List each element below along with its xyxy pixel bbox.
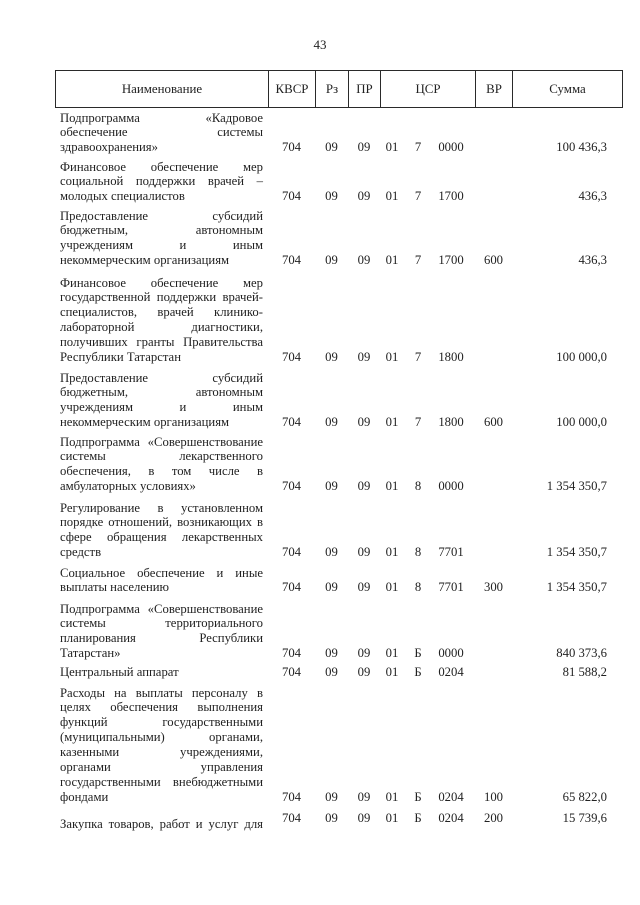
row-values (0, 189, 640, 204)
name-line: сфере обращения лекарственных (60, 530, 263, 545)
vr-cell: 200 (483, 810, 504, 825)
amount-cell: 1 354 350,7 (546, 479, 607, 494)
csr-code-cell: 1800 (438, 350, 464, 365)
name-line: Подпрограмма «Совершенствование (60, 601, 263, 616)
name-line: государственными внебюджетными (60, 774, 263, 789)
vr-cell: 300 (483, 580, 504, 595)
rz-cell: 09 (325, 646, 338, 661)
csr-code-cell: 0000 (438, 479, 464, 494)
csr-code-cell: 7701 (438, 580, 464, 595)
name-line: учреждениям и иным (60, 400, 263, 415)
pr-cell: 09 (357, 789, 371, 804)
kvsr-cell: 704 (281, 140, 302, 155)
name-line: Регулирование в установленном (60, 500, 263, 515)
kvsr-cell: 704 (281, 789, 302, 804)
name-line: казенными учреждениями, (60, 745, 263, 760)
csr-direction-cell: 7 (414, 140, 422, 155)
kvsr-cell: 704 (281, 350, 302, 365)
name-line: (муниципальными) органами, (60, 730, 263, 745)
pr-cell: 09 (357, 664, 371, 679)
csr-direction-cell: 7 (414, 415, 422, 430)
name-line: государственной поддержки врачей- (60, 290, 263, 305)
amount-cell: 1 354 350,7 (546, 580, 607, 595)
name-line: Подпрограмма «Совершенствование (60, 434, 263, 449)
csr-direction-cell: 7 (414, 350, 422, 365)
kvsr-cell: 704 (281, 580, 302, 595)
csr-code-cell: 0204 (438, 810, 464, 825)
csr-direction-cell: 8 (414, 580, 422, 595)
name-line: учреждениям и иным (60, 238, 263, 253)
header-sum: Сумма (513, 71, 623, 107)
name-line: бюджетным, автономным (60, 385, 263, 400)
name-line: Центральный аппарат (60, 664, 179, 679)
pr-cell: 09 (357, 580, 371, 595)
row-values (0, 580, 640, 595)
table-row (0, 209, 640, 269)
name-line: Республики Татарстан (60, 350, 181, 365)
name-line: амбулаторных условиях» (60, 479, 196, 494)
name-line: Подпрограмма «Кадровое (60, 110, 263, 125)
kvsr-cell: 704 (281, 810, 302, 825)
table-row (0, 501, 640, 561)
rz-cell: 09 (325, 789, 338, 804)
rz-cell: 09 (325, 350, 338, 365)
name-line: порядке отношений, возникающих в (60, 515, 263, 530)
page-number: 43 (313, 37, 327, 52)
rz-cell: 09 (325, 810, 338, 825)
name-line: планирования Республики (60, 631, 263, 646)
name-line: некоммерческим организациям (60, 253, 230, 268)
amount-cell: 100 000,0 (556, 415, 607, 430)
csr-code-cell: 1700 (438, 189, 464, 204)
header-vr: ВР (476, 71, 513, 107)
row-values (0, 665, 640, 680)
name-line: здравоохранения» (60, 140, 158, 155)
pr-cell: 09 (357, 350, 371, 365)
csr-direction-cell: Б (414, 646, 422, 661)
name-line: выплаты населению (60, 580, 170, 595)
pr-cell: 09 (357, 810, 371, 825)
name-line: системы лекарственного (60, 449, 263, 464)
kvsr-cell: 704 (281, 189, 302, 204)
csr-code-cell: 0000 (438, 140, 464, 155)
name-line: обеспечение системы (60, 125, 263, 140)
amount-cell: 1 354 350,7 (546, 545, 607, 560)
row-name (60, 686, 263, 805)
row-values (0, 479, 640, 494)
name-line: Татарстан» (60, 646, 121, 661)
kvsr-cell: 704 (281, 545, 302, 560)
name-line: средств (60, 545, 102, 560)
table-row (0, 602, 640, 662)
csr-program-cell: 01 (385, 140, 399, 155)
pr-cell: 09 (357, 646, 371, 661)
name-line: целях обеспечения выполнения (60, 700, 263, 715)
name-line: социальной поддержки врачей – (60, 174, 263, 189)
pr-cell: 09 (357, 189, 371, 204)
row-values (0, 140, 640, 155)
rz-cell: 09 (325, 664, 338, 679)
kvsr-cell: 704 (281, 253, 302, 268)
name-line: органами управления (60, 760, 263, 775)
name-line: получивших гранты Правительства (60, 335, 263, 350)
name-line: Предоставление субсидий (60, 370, 263, 385)
csr-program-cell: 01 (385, 580, 399, 595)
row-values (0, 350, 640, 365)
csr-program-cell: 01 (385, 545, 399, 560)
vr-cell: 600 (483, 415, 504, 430)
name-line: обеспечения, в том числе в (60, 464, 263, 479)
row-values (0, 253, 640, 268)
row-values (0, 790, 640, 805)
row-values (0, 646, 640, 661)
rz-cell: 09 (325, 140, 338, 155)
csr-program-cell: 01 (385, 810, 399, 825)
table-row (0, 111, 640, 156)
csr-direction-cell: Б (414, 789, 422, 804)
name-line: Социальное обеспечение и иные (60, 565, 263, 580)
kvsr-cell: 704 (281, 415, 302, 430)
name-line: Расходы на выплаты персоналу в (60, 685, 263, 700)
csr-code-cell: 7701 (438, 545, 464, 560)
kvsr-cell: 704 (281, 479, 302, 494)
csr-direction-cell: Б (414, 664, 422, 679)
pr-cell: 09 (357, 140, 371, 155)
csr-code-cell: 1800 (438, 415, 464, 430)
rz-cell: 09 (325, 479, 338, 494)
rz-cell: 09 (325, 545, 338, 560)
amount-cell: 100 000,0 (556, 350, 607, 365)
table-row (0, 566, 640, 596)
name-line: Предоставление субсидий (60, 208, 263, 223)
name-line: бюджетным, автономным (60, 223, 263, 238)
name-line: молодых специалистов (60, 189, 185, 204)
table-row (0, 665, 640, 680)
vr-cell: 100 (483, 789, 504, 804)
table-row (0, 686, 640, 805)
csr-program-cell: 01 (385, 253, 399, 268)
csr-direction-cell: 7 (414, 253, 422, 268)
name-line: Финансовое обеспечение мер (60, 159, 263, 174)
csr-program-cell: 01 (385, 646, 399, 661)
csr-code-cell: 0204 (438, 664, 464, 679)
rz-cell: 09 (325, 189, 338, 204)
table-header (55, 70, 623, 108)
csr-code-cell: 0204 (438, 789, 464, 804)
csr-program-cell: 01 (385, 350, 399, 365)
name-line: фондами (60, 789, 109, 804)
table-row (0, 810, 640, 832)
pr-cell: 09 (357, 415, 371, 430)
row-values (0, 811, 640, 826)
pr-cell: 09 (357, 253, 371, 268)
pr-cell: 09 (357, 479, 371, 494)
csr-direction-cell: 7 (414, 189, 422, 204)
name-line: специалистов, врачей клинико- (60, 305, 263, 320)
vr-cell: 600 (483, 253, 504, 268)
header-pr: ПР (349, 71, 381, 107)
table-row (0, 435, 640, 495)
amount-cell: 81 588,2 (562, 664, 607, 679)
rz-cell: 09 (325, 253, 338, 268)
csr-direction-cell: Б (414, 810, 422, 825)
csr-program-cell: 01 (385, 479, 399, 494)
header-rz: Рз (316, 71, 349, 107)
amount-cell: 840 373,6 (556, 646, 607, 661)
name-line: Финансовое обеспечение мер (60, 275, 263, 290)
pr-cell: 09 (357, 545, 371, 560)
rz-cell: 09 (325, 580, 338, 595)
csr-direction-cell: 8 (414, 545, 422, 560)
name-line: системы территориального (60, 616, 263, 631)
name-line: Закупка товаров, работ и услуг для (60, 816, 263, 831)
table-row (0, 371, 640, 431)
row-values (0, 545, 640, 560)
amount-cell: 15 739,6 (562, 810, 607, 825)
csr-code-cell: 0000 (438, 646, 464, 661)
csr-program-cell: 01 (385, 664, 399, 679)
csr-program-cell: 01 (385, 415, 399, 430)
csr-program-cell: 01 (385, 789, 399, 804)
csr-program-cell: 01 (385, 189, 399, 204)
amount-cell: 65 822,0 (562, 789, 607, 804)
amount-cell: 100 436,3 (556, 140, 607, 155)
kvsr-cell: 704 (281, 664, 302, 679)
amount-cell: 436,3 (578, 189, 607, 204)
kvsr-cell: 704 (281, 646, 302, 661)
table-row (0, 160, 640, 205)
amount-cell: 436,3 (578, 253, 607, 268)
header-name: Наименование (56, 71, 269, 107)
name-line: лабораторной диагностики, (60, 320, 263, 335)
row-values (0, 415, 640, 430)
table-row (0, 276, 640, 365)
rz-cell: 09 (325, 415, 338, 430)
name-line: некоммерческим организациям (60, 415, 230, 430)
header-csr: ЦСР (381, 71, 476, 107)
csr-direction-cell: 8 (414, 479, 422, 494)
header-kvsr: КВСР (269, 71, 316, 107)
name-line: функций государственными (60, 715, 263, 730)
csr-code-cell: 1700 (438, 253, 464, 268)
